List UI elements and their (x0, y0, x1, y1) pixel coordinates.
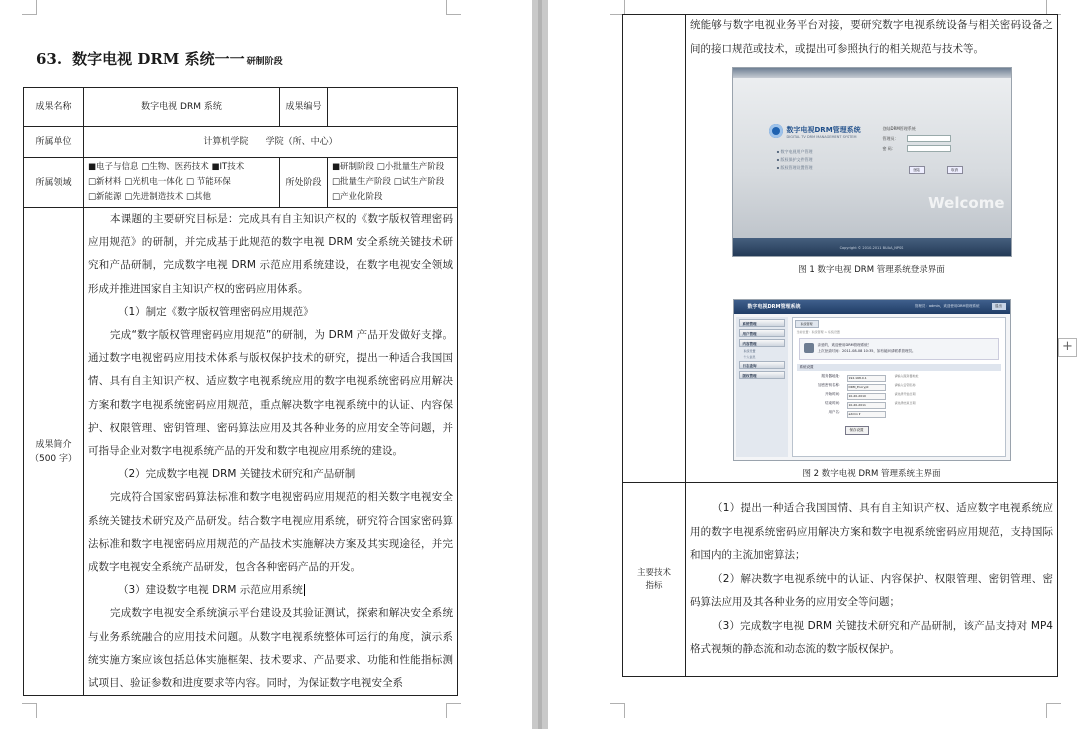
stage-options (328, 158, 458, 208)
continuation-paragraph: 统能够与数字电视业务平台对接，要研究数字电视系统设备与相关密码设备之间的接口规范或技术，或提出可参照执行的相关规范与技术等。 (690, 19, 1053, 55)
table-row (24, 88, 458, 127)
table-row (24, 127, 458, 158)
intro-label-line: 成果简介 (35, 439, 72, 450)
figure-app-title: 数字电视DRM管理系统 (747, 304, 801, 311)
form-label: 加密密钥名称： (818, 383, 843, 388)
crop-mark (22, 703, 37, 718)
figure-main-panel (792, 317, 1006, 457)
figure-side-item: 系统管理 (739, 319, 785, 327)
unit-value: 计算机学院 学院（所、中心） (84, 127, 458, 158)
form-value: admin ▾ (847, 411, 886, 418)
figure-breadcrumb: 当前位置：系统管理 > 系统设置 (796, 330, 840, 335)
figure-form-row (799, 383, 999, 391)
welcome-text: Welcome (928, 194, 1005, 213)
stage-option-line: ■研制阶段 □小批量生产阶段 (332, 162, 445, 172)
unit-label: 所属单位 (24, 127, 84, 158)
crop-mark (446, 0, 461, 15)
intro-label (24, 208, 84, 696)
form-hint: 请选择结束日期 (894, 401, 916, 406)
intro-paragraph: 本课题的主要研究目标是：完成具有自主知识产权的《数字版权管理密码应用规范》的研制，并完成基于此规范的数字电视 DRM 安全系统关键技术研究和产品研制，完成数字电视 DRM 示范应用系统建设，在数字电视安全领域形成并推进国家自主知识产权的密码应用体系。 (88, 213, 453, 295)
indicators-label (623, 483, 686, 677)
left-page (0, 0, 532, 729)
field-option-line: □新能源 □先进制造技术 □其他 (88, 192, 211, 202)
notice-icon (804, 343, 814, 353)
figure-header-band (733, 68, 1011, 78)
crop-mark (610, 703, 625, 718)
intro-heading: （2）完成数字电视 DRM 关键技术研究和产品研制 (118, 468, 356, 481)
code-label: 成果编号 (280, 88, 328, 127)
intro-heading: （1）制定《数字版权管理密码应用规范》 (118, 305, 314, 318)
field-option-line: □新材料 □光机电一体化 □ 节能环保 (88, 177, 231, 187)
form-label: 开始时间： (825, 392, 843, 397)
crop-mark (1046, 703, 1061, 718)
figure-sidebar (736, 317, 788, 457)
stage-label: 所处阶段 (280, 158, 328, 208)
intro-heading-text: （3）建设数字电视 DRM 示范应用系统 (118, 584, 303, 597)
figure-user-info: 管理员：admin，欢迎使用DRM管理系统 (914, 304, 980, 309)
crop-mark (446, 703, 461, 718)
crop-mark (1046, 0, 1061, 15)
login-screenshot-figure (732, 67, 1012, 257)
page-divider (538, 0, 542, 729)
figure-save-button: 保存设置 (845, 426, 869, 435)
figure-side-sub: 个人信息 (743, 355, 756, 360)
figure-caption: 图 1 数字电视 DRM 管理系统登录界面 (798, 265, 945, 276)
section-title-text: 数字电视 DRM 系统一一 (72, 50, 245, 68)
intro-body (84, 208, 458, 696)
notice-line: 上次登录时间：2011-08-08 10:35，如有疑问请联系管理员。 (817, 349, 916, 354)
intro-label-line: （500 字） (29, 453, 78, 464)
form-value: 10-20-2010 (847, 393, 886, 400)
login-button: 登陆 (909, 166, 925, 174)
crop-mark (22, 0, 37, 15)
stage-option-line: □批量生产阶段 □试生产阶段 (332, 177, 445, 187)
figure-form-row (799, 410, 999, 418)
reset-button: 取消 (947, 166, 963, 174)
intro-paragraph: 完成数字电视安全系统演示平台建设及其验证测试，探索和解决安全系统与业务系统融合的应用技术问题。从数字电视系统整体可运行的角度，演示系统实施方案应该包括总体实施框架、技术要求、产品要求、功能和性能指标测试项目、验证参数和进度要求等内容。同时，为保证数字电视安全系 (88, 607, 453, 690)
login-user-field (907, 135, 951, 142)
intro-paragraph: 完成“数字版权管理密码应用规范”的研制，为 DRM 产品开发做好支撑。通过数字电视密码应用技术体系与版权保护技术的研究，提出一种适合我国国情、具有自主知识产权、适应数字电视系统应用的数字电视系统密码应用解决方案和数字电视系统密码应用规范，重点解决数字电视系统中的认证、内容保护、权限管理、密钥管理、密码算法应用及其各种业务的应用安全等问题，并可指导企业对数字电视系统产品的开发和数字电视应用系统的建设。 (88, 329, 453, 458)
figure-spacer (690, 275, 1053, 299)
section-title-suffix: 研制阶段 (246, 57, 283, 67)
crop-mark (610, 0, 625, 15)
table-row (623, 483, 1058, 677)
figure-logout-button: 退出 (992, 303, 1006, 310)
form-label: 结束时间： (825, 401, 843, 406)
figures-cell (686, 15, 1058, 483)
notice-line: 亲爱的，欢迎使用DRM管理系统！ (817, 343, 872, 348)
table-row (24, 208, 458, 696)
figure-side-item: 用户管理 (739, 329, 785, 337)
field-option-line: ■电子与信息 □生物、医药技术 ■IT技术 (88, 162, 245, 172)
intro-paragraph: 完成符合国家密码算法标准和数字电视密码应用规范的相关数字电视安全系统关键技术研究及产品研发。结合数字电视应用系统，研究符合国家密码算法标准和数字电视密码应用规范的产品技术实施解决方案及其实现途径，并完成数字电视安全系统产品研发，包含各种密码产品的开发。 (88, 491, 453, 574)
right-page (548, 0, 1084, 729)
form-label: 用户名： (828, 410, 843, 415)
figure-menu-item: ▪ 版权保护文件管理 (776, 157, 813, 163)
intro-heading (88, 579, 453, 602)
table-row (24, 158, 458, 208)
login-pass-field (907, 145, 951, 152)
name-label: 成果名称 (24, 88, 84, 127)
form-value: 192.168.0.1 (847, 375, 886, 382)
code-value (328, 88, 458, 127)
login-user-label: 管理员： (882, 136, 899, 142)
figure-side-sub: 系统设置 (743, 349, 756, 354)
indicators-label-line: 指标 (645, 580, 663, 591)
name-value: 数字电视 DRM 系统 (84, 88, 280, 127)
add-page-button[interactable]: + (1058, 338, 1077, 357)
achievement-table (23, 87, 458, 696)
figure-copyright: Copyright © 2010-2011 BUAA_NPSS (839, 246, 904, 251)
indicators-label-line: 主要技术 (636, 567, 671, 578)
login-pass-label: 密 码： (882, 146, 896, 152)
form-hint: 请选择开始日期 (894, 392, 916, 397)
figure-brand: 数字电视DRM管理系统 (786, 126, 861, 135)
section-number: 63. (36, 50, 63, 68)
figure-form-row (799, 401, 999, 409)
figure-menu (777, 148, 813, 172)
figure-caption: 图 2 数字电视 DRM 管理系统主界面 (802, 469, 941, 480)
figure-tab: 系统管理 (795, 320, 819, 328)
text-cursor (304, 584, 305, 596)
figure-notice (799, 338, 999, 360)
form-value: 10-20-2011 (847, 402, 886, 409)
continuation-table (622, 14, 1058, 677)
indicator-item: （2）解决数字电视系统中的认证、内容保护、权限管理、密钥管理、密码算法应用及其各种业务的应用安全等问题； (690, 572, 1053, 609)
figure-menu-item: ▪ 版权管理设置管理 (776, 165, 813, 171)
form-label: 服务器地址： (821, 374, 843, 379)
figure-form-row (799, 374, 999, 382)
figure-side-item: 版权管理 (739, 371, 785, 379)
figure-brand-sub: DIGITAL TV DRM MANAGEMENT SYSTEM (786, 135, 857, 140)
drm-logo-icon (769, 124, 783, 138)
field-label: 所属领域 (24, 158, 84, 208)
blank-cell (623, 15, 686, 483)
main-screenshot-figure (733, 299, 1011, 461)
indicator-item: （1）提出一种适合我国国情、具有自主知识产权、适应数字电视系统应用的数字电视系统密码应用解决方案和数字电视系统密码应用规范，支持国际和国内的主流加密算法； (690, 501, 1053, 562)
form-hint: 请输入密钥名称 (894, 383, 916, 388)
figure-side-item: 日志查询 (739, 361, 785, 369)
figure-form-row (799, 392, 999, 400)
stage-option-line: □产业化阶段 (332, 192, 383, 202)
login-title: 登陆DRM管理系统 (882, 126, 916, 132)
figure-menu-item: ▪ 数字电视用户管理 (776, 149, 813, 155)
form-value: DRM_Encrypt (847, 384, 886, 391)
indicators-body (686, 483, 1058, 677)
table-row (623, 15, 1058, 483)
field-options (84, 158, 280, 208)
section-title (36, 48, 283, 69)
figure-section-header: 系统设置 (797, 364, 1001, 371)
form-hint: 请输入服务器地址 (894, 374, 919, 379)
figure-side-item: 内容管理 (739, 339, 785, 347)
indicator-item: （3）完成数字电视 DRM 关键技术研究和产品研制，该产品支持对 MP4 格式视频的静态流和动态流的数字版权保护。 (690, 619, 1053, 656)
